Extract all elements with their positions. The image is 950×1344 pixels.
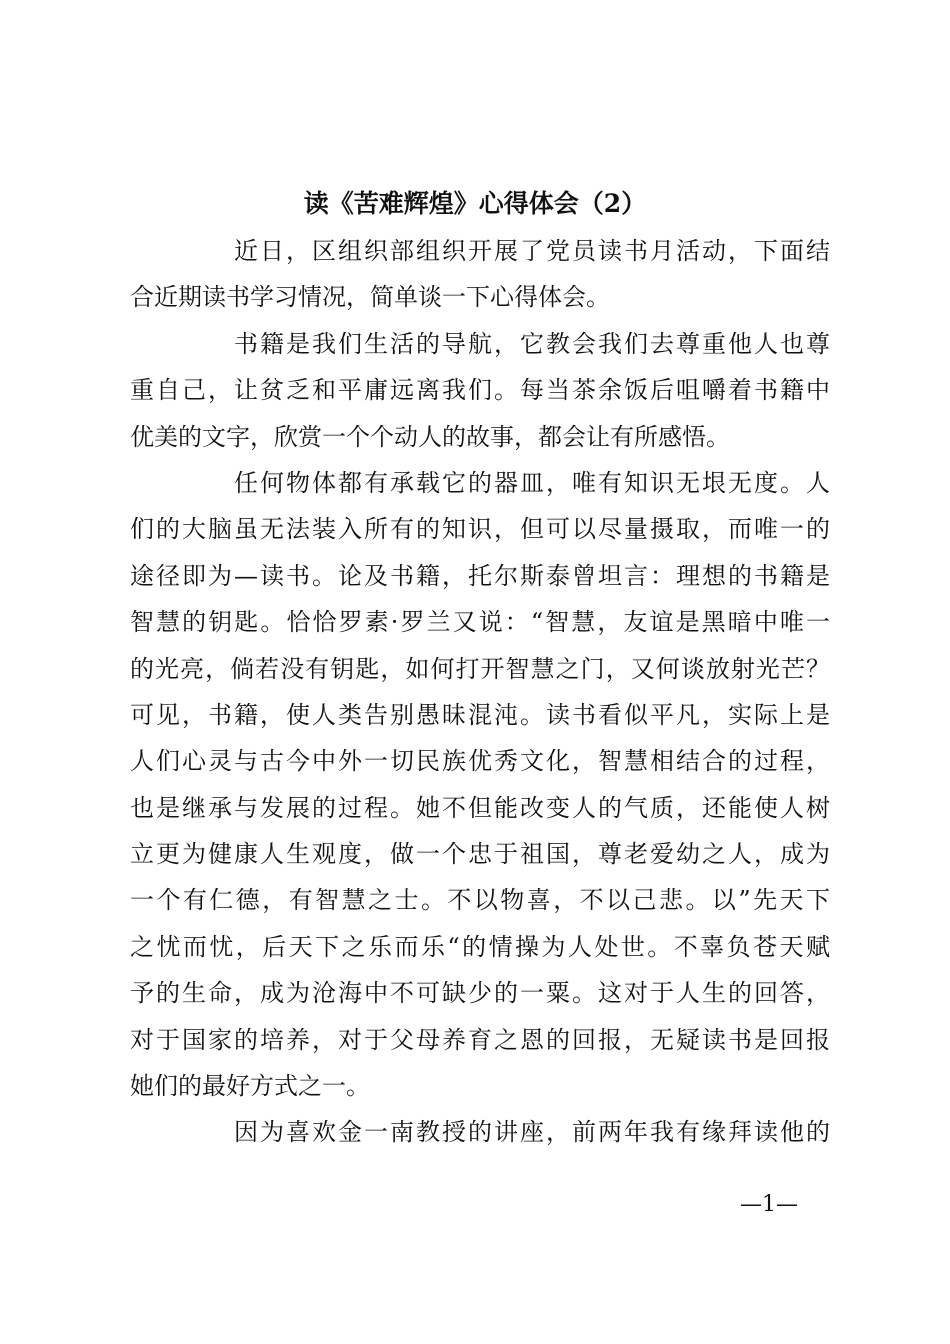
text-line: 立更为健康人生观度，做一个忠于祖国，尊老爱幼之人，成为 <box>130 840 830 869</box>
text-line: 也是继承与发展的过程。她不但能改变人的气质，还能使人树 <box>130 793 830 822</box>
text-line: 重自己，让贫乏和平庸远离我们。每当茶余饭后咀嚼着书籍中 <box>130 376 830 405</box>
text-line: 一个有仁德，有智慧之士。不以物喜，不以己悲。以”先天下 <box>130 886 830 915</box>
text-line: 之忧而忧，后天下之乐而乐“的情操为人处世。不辜负苍天赋 <box>130 932 830 961</box>
paragraph <box>130 228 830 321</box>
document-title: 读《苦难辉煌》心得体会（2） <box>303 189 647 218</box>
document-body <box>130 228 830 1156</box>
paragraph <box>130 1109 830 1155</box>
text-line: 对于国家的培养，对于父母养育之恩的回报，无疑读书是回报 <box>130 1025 830 1054</box>
text-line: 智慧的钥匙。恰恰罗素·罗兰又说：“智慧，友谊是黑暗中唯一 <box>130 608 830 637</box>
text-line: 人们心灵与古今中外一切民族优秀文化，智慧相结合的过程， <box>130 747 830 776</box>
text-line: 途径即为—读书。论及书籍，托尔斯泰曾坦言：理想的书籍是 <box>130 561 830 590</box>
text-line: 合近期读书学习情况，简单谈一下心得体会。 <box>130 283 610 312</box>
text-line: 的光亮，倘若没有钥匙，如何打开智慧之门，又何谈放射光芒？ <box>130 654 830 683</box>
text-line: 书籍是我们生活的导航，它教会我们去尊重他人也尊 <box>234 329 830 358</box>
text-line: 她们的最好方式之一。 <box>130 1072 370 1101</box>
paragraph <box>130 321 830 460</box>
text-line: 任何物体都有承载它的器皿，唯有知识无垠无度。人 <box>234 468 830 497</box>
text-line: 优美的文字，欣赏一个个动人的故事，都会让有所感悟。 <box>130 422 730 451</box>
text-line: 们的大脑虽无法装入所有的知识，但可以尽量摄取，而唯一的 <box>130 515 830 544</box>
text-line: 可见，书籍，使人类告别愚昧混沌。读书看似平凡，实际上是 <box>130 700 830 729</box>
page-number: —1— <box>740 1192 798 1217</box>
text-line: 因为喜欢金一南教授的讲座，前两年我有缘拜读他的 <box>234 1118 830 1147</box>
text-line: 近日，区组织部组织开展了党员读书月活动，下面结 <box>234 237 830 265</box>
text-line: 予的生命，成为沧海中不可缺少的一粟。这对于人生的回答， <box>130 979 830 1008</box>
paragraph <box>130 460 830 1109</box>
